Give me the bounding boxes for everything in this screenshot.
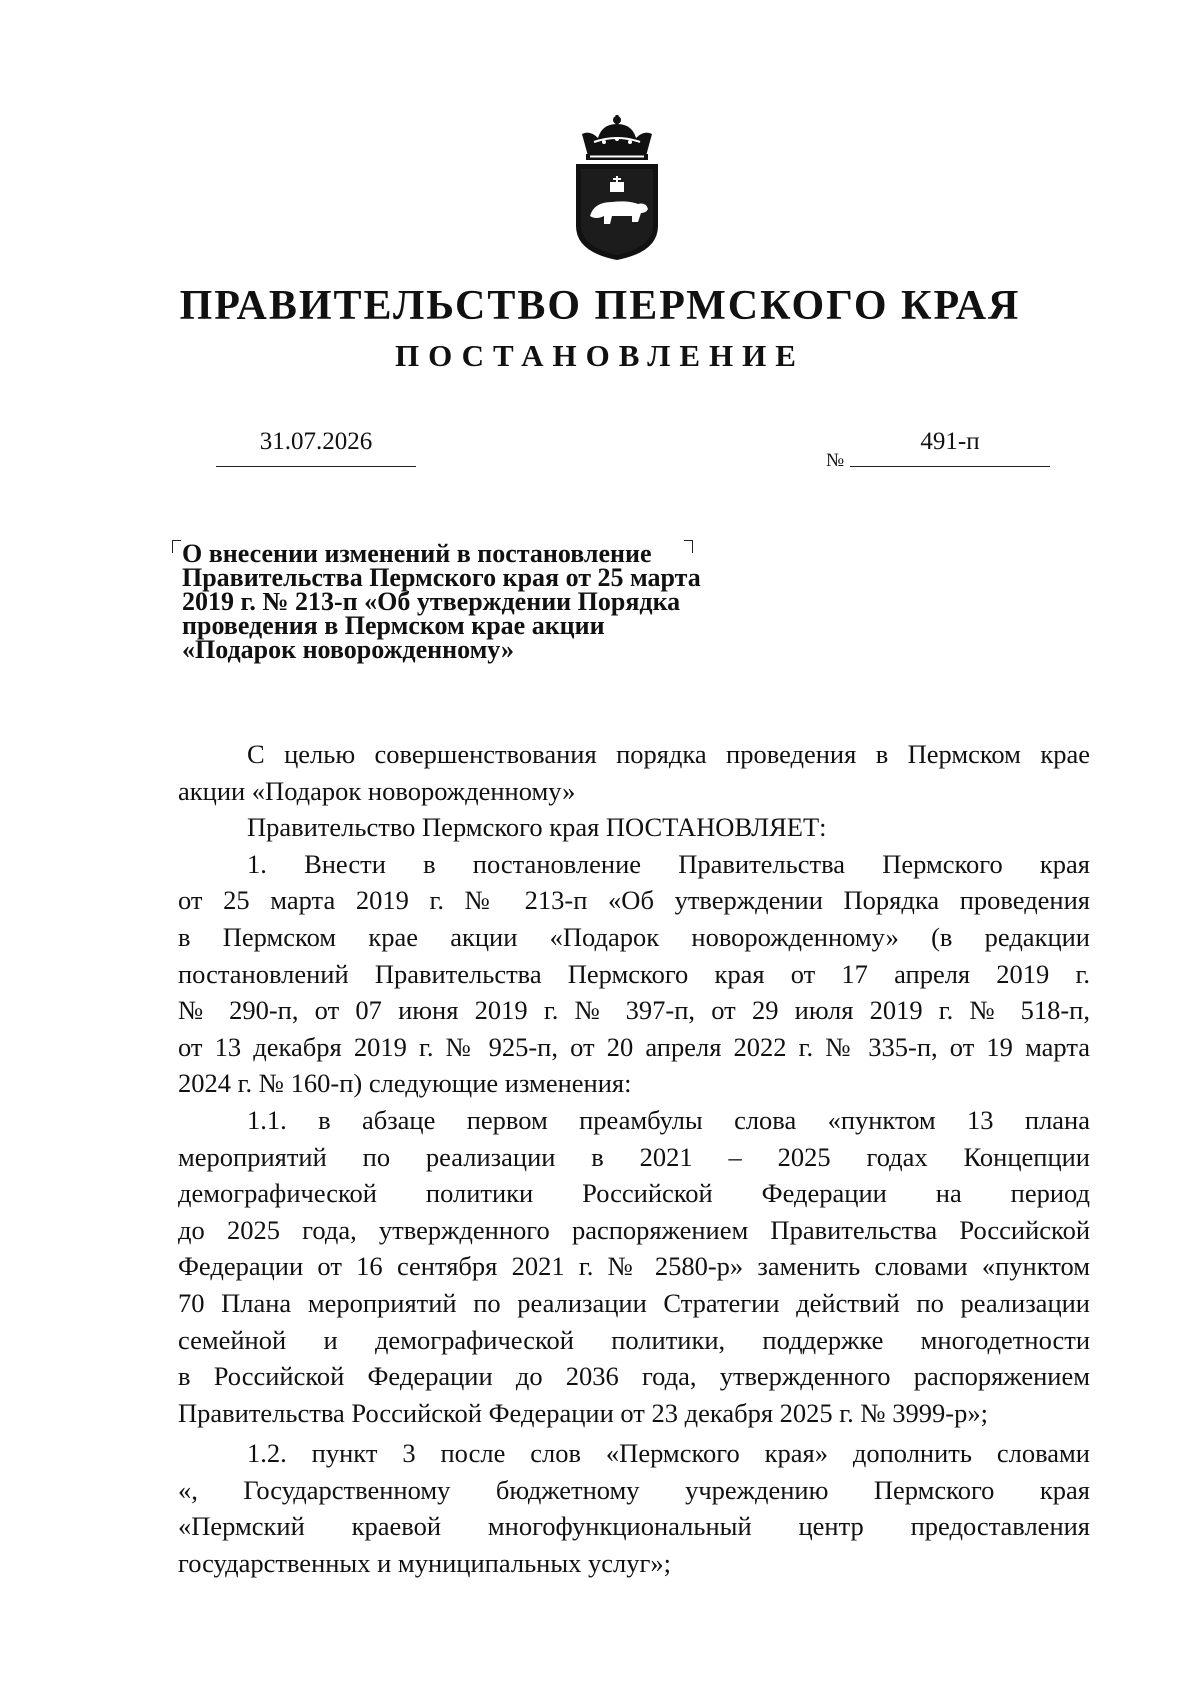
body-line: постановлений Правительства Пермского края от 17 апреля 2019 г. bbox=[178, 958, 1090, 989]
body-line: 2024 г. № 160-п) следующие изменения: bbox=[178, 1068, 632, 1099]
body-line: акции «Подарок новорожденному» bbox=[178, 775, 576, 806]
date-value: 31.07.2026 bbox=[259, 428, 373, 455]
document-type: ПОСТАНОВЛЕНИЕ bbox=[395, 338, 805, 373]
body-line: «, Государственному бюджетному учреждению Пермского края bbox=[178, 1474, 1090, 1505]
body-line: 1.2. пункт 3 после слов «Пермского края» дополнить словами bbox=[247, 1438, 1090, 1469]
body-line: 1.1. в абзаце первом преамбулы слова «пунктом 13 плана bbox=[247, 1104, 1090, 1135]
body-line: мероприятий по реализации в 2021 – 2025 годах Концепции bbox=[178, 1141, 1090, 1172]
body-line: № 290-п, от 07 июня 2019 г. № 397-п, от 29 июля 2019 г. № 518-п, bbox=[178, 995, 1090, 1026]
body-line: от 13 декабря 2019 г. № 925-п, от 20 апреля 2022 г. № 335-п, от 19 марта bbox=[178, 1031, 1090, 1062]
body-line: Правительство Пермского края ПОСТАНОВЛЯЕТ: bbox=[247, 812, 827, 843]
coat-of-arms-icon bbox=[568, 112, 666, 264]
government-title: ПРАВИТЕЛЬСТВО ПЕРМСКОГО КРАЯ bbox=[179, 283, 1021, 329]
subject-line: проведения в Пермском крае акции bbox=[182, 611, 605, 640]
body-line: семейной и демографической политики, поддержке многодетности bbox=[178, 1324, 1090, 1355]
date-field bbox=[216, 428, 416, 467]
number-sign: № bbox=[826, 450, 845, 471]
body-line: от 25 марта 2019 г. № 213-п «Об утверждении Порядка проведения bbox=[178, 885, 1090, 916]
document-subject bbox=[182, 539, 782, 664]
subject-line: 2019 г. № 213-п «Об утверждении Порядка bbox=[182, 587, 681, 616]
body-line: Федерации от 16 сентября 2021 г. № 2580-р» заменить словами «пунктом bbox=[178, 1251, 1090, 1282]
body-line: в Пермском крае акции «Подарок новорожденному» (в редакции bbox=[178, 921, 1090, 952]
body-line: «Пермский краевой многофункциональный центр предоставления bbox=[178, 1511, 1090, 1542]
body-line: С целью совершенствования порядка проведения в Пермском крае bbox=[247, 739, 1090, 769]
body-line: Правительства Российской Федерации от 23 декабря 2025 г. № 3999-р»; bbox=[178, 1397, 988, 1428]
number-field bbox=[850, 428, 1050, 467]
body-line: 70 Плана мероприятий по реализации Стратегии действий по реализации bbox=[178, 1287, 1090, 1318]
document-body bbox=[178, 736, 1090, 1582]
number-value: 491-п bbox=[920, 428, 980, 455]
body-line: 1. Внести в постановление Правительства Пермского края bbox=[247, 848, 1090, 879]
body-line: демографической политики Российской Федерации на период bbox=[178, 1178, 1090, 1209]
subject-line: Правительства Пермского края от 25 марта bbox=[182, 563, 701, 592]
subject-line: «Подарок новорожденному» bbox=[182, 635, 514, 664]
subject-bracket-left bbox=[172, 540, 181, 553]
body-line: государственных и муниципальных услуг»; bbox=[178, 1548, 671, 1579]
subject-line: О внесении изменений в постановление bbox=[182, 539, 652, 568]
body-line: в Российской Федерации до 2036 года, утвержденного распоряжением bbox=[178, 1361, 1090, 1392]
body-line: до 2025 года, утвержденного распоряжением Правительства Российской bbox=[178, 1214, 1090, 1245]
